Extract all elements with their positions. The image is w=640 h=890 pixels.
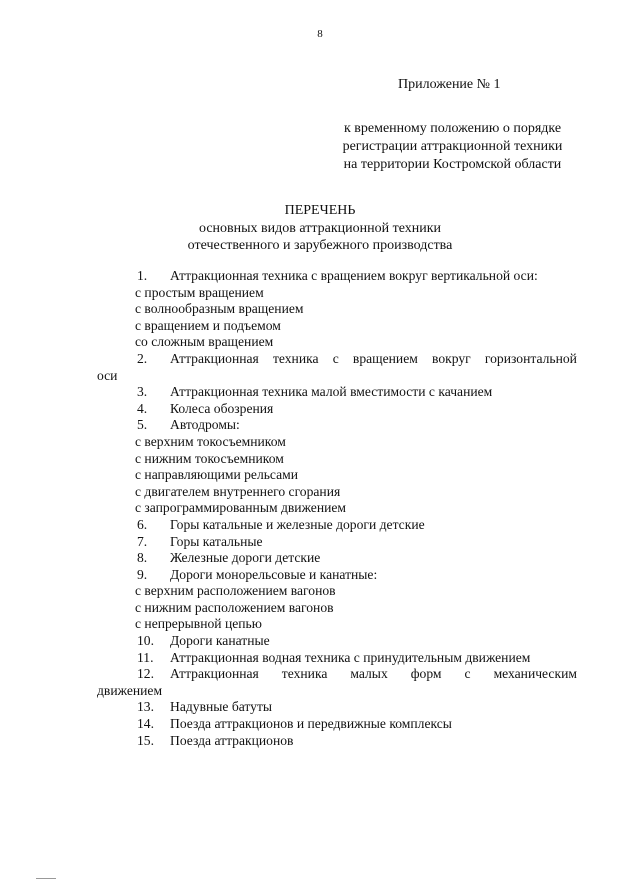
document-heading bbox=[0, 220, 640, 254]
equipment-list bbox=[97, 268, 577, 749]
subtitle-line: регистрации аттракционной техники bbox=[342, 139, 563, 154]
list-item: 8. Железные дороги детские bbox=[137, 550, 321, 566]
list-item: 15. Поезда аттракционов bbox=[137, 732, 294, 748]
justified-line: Аттракционная техника малых форм с механическим bbox=[170, 666, 577, 682]
list-item: 2. Аттракционная техника с вращением вокруг горизонтальной bbox=[137, 350, 577, 366]
document-title: ПЕРЕЧЕНЬ bbox=[284, 203, 356, 218]
list-subitem: с волнообразным вращением bbox=[135, 301, 304, 317]
list-subitem: со сложным вращением bbox=[135, 334, 274, 350]
list-subitem: с простым вращением bbox=[135, 284, 264, 300]
list-subitem: с верхним расположением вагонов bbox=[135, 583, 336, 599]
list-item: 6. Горы катальные и железные дороги детские bbox=[137, 516, 425, 532]
list-item: 13. Надувные батуты bbox=[137, 699, 273, 715]
list-subitem: с запрограммированным движением bbox=[135, 500, 347, 516]
list-item: 14. Поезда аттракционов и передвижные комплексы bbox=[137, 716, 452, 732]
heading-line: основных видов аттракционной техники bbox=[198, 221, 442, 236]
list-subitem: с нижним расположением вагонов bbox=[135, 599, 334, 615]
list-item-continuation: оси bbox=[97, 367, 118, 383]
scan-mark-divider bbox=[36, 878, 56, 879]
list-item: 3. Аттракционная техника малой вместимости с качанием bbox=[137, 384, 493, 400]
justified-line: Аттракционная техника с вращением вокруг горизонтальной bbox=[170, 350, 577, 366]
page-number: 8 bbox=[317, 28, 323, 40]
list-item: 4. Колеса обозрения bbox=[137, 400, 274, 416]
list-item: 12. Аттракционная техника малых форм с механическим bbox=[137, 666, 577, 682]
appendix-label: Приложение № 1 bbox=[398, 77, 501, 92]
list-item-continuation: движением bbox=[97, 682, 163, 698]
list-subitem: с непрерывной цепью bbox=[135, 616, 262, 632]
list-item: 5. Автодромы: bbox=[137, 417, 240, 433]
list-subitem: с вращением и подъемом bbox=[135, 317, 281, 333]
list-item: 9. Дороги монорельсовые и канатные: bbox=[137, 566, 378, 582]
list-subitem: с двигателем внутреннего сгорания bbox=[135, 483, 341, 499]
list-subitem: с нижним токосъемником bbox=[135, 450, 284, 466]
list-item: 7. Горы катальные bbox=[137, 533, 263, 549]
list-item: 11. Аттракционная водная техника с принудительным движением bbox=[137, 649, 531, 665]
list-item: 1. Аттракционная техника с вращением вокруг вертикальной оси: bbox=[137, 268, 538, 283]
list-item: 10. Дороги канатные bbox=[137, 633, 270, 649]
list-subitem: с направляющими рельсами bbox=[135, 467, 299, 483]
list-subitem: с верхним токосъемником bbox=[135, 433, 286, 449]
appendix-subtitle bbox=[330, 120, 575, 174]
subtitle-line: на территории Костромской области bbox=[343, 157, 562, 172]
heading-line: отечественного и зарубежного производства bbox=[187, 238, 453, 253]
subtitle-line: к временному положению о порядке bbox=[343, 121, 562, 136]
